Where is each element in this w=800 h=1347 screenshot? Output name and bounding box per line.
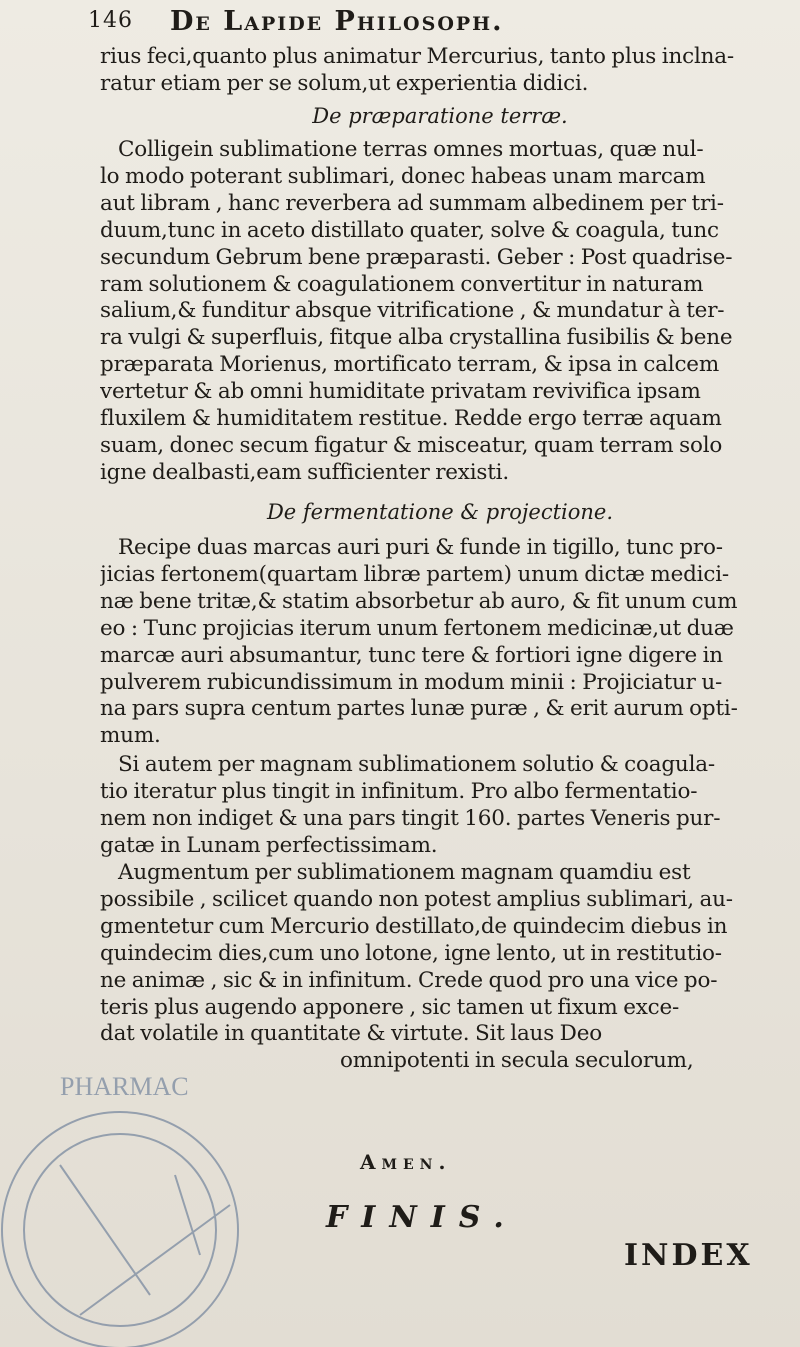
amen-closing: Amen. — [360, 1150, 452, 1174]
text-line: fluxilem & humiditatem restitue. Redde ergo terræ aquam — [100, 406, 722, 432]
text-line: gatæ in Lunam perfectissimam. — [100, 832, 438, 858]
text-line: Si autem per magnam sublimationem solutio & coagula- — [118, 752, 715, 777]
paragraph-continuation — [100, 44, 780, 98]
text-line: lo modo poterant sublimari, donec habeas unam marcam — [100, 163, 706, 189]
running-title: De Lapide Philosoph. — [170, 6, 504, 37]
text-line: suam, donec secum figatur & misceatur, quam terram solo — [100, 432, 723, 458]
text-line: na pars supra centum partes lunæ puræ , & erit aurum opti- — [100, 696, 738, 722]
stamp-text: PHARMAC — [60, 1072, 189, 1101]
text-line: dat volatile in quantitate & virtute. Sit laus Deo — [100, 1021, 602, 1047]
text-line: jicias fertonem(quartam libræ partem) unum dictæ medici- — [100, 561, 729, 587]
finis-label: FINIS. — [326, 1200, 518, 1235]
text-line: ram solutionem & coagulationem convertitur in naturam — [100, 271, 704, 297]
text-line: gmentetur cum Mercurio destillato,de quindecim diebus in — [100, 913, 728, 939]
running-header — [88, 6, 788, 40]
paragraph-praeparatione-terrae — [100, 137, 780, 487]
text-line: quindecim dies,cum uno lotone, igne lento, ut in restitutio- — [100, 940, 722, 966]
text-line: ratur etiam per se solum,ut experientia didici. — [100, 70, 589, 96]
text-line: rius feci,quanto plus animatur Mercurius, tanto plus inclna- — [100, 44, 734, 69]
text-line: næ bene tritæ,& statim absorbetur ab auro, & fit unum cum — [100, 588, 738, 614]
text-line: mum. — [100, 723, 161, 749]
index-catchword: INDEX — [624, 1238, 753, 1273]
paragraph-augmentum — [100, 860, 780, 1075]
text-line: igne dealbasti,eam sufficienter rexisti. — [100, 459, 509, 485]
text-line: tio iteratur plus tingit in infinitum. Pro albo fermentatio- — [100, 778, 698, 804]
paragraph-si-autem — [100, 752, 780, 860]
text-line: Augmentum per sublimationem magnam quamdiu est — [118, 860, 691, 885]
text-line: vertetur & ab omni humiditate privatam revivifica ipsam — [100, 379, 701, 405]
text-line: ne animæ , sic & in infinitum. Crede quod pro una vice po- — [100, 967, 718, 993]
section-title-terrae: De præparatione terræ. — [312, 104, 568, 128]
text-line: pulverem rubicundissimum in modum minii : Projiciatur u- — [100, 669, 723, 695]
text-line: omnipotenti in secula seculorum, — [340, 1048, 694, 1074]
text-line: marcæ auri absumantur, tunc tere & fortiori igne digere in — [100, 642, 723, 668]
text-line: salium,& funditur absque vitrificatione , & mundatur à ter- — [100, 298, 725, 324]
text-line: Recipe duas marcas auri puri & funde in tigillo, tunc pro- — [118, 535, 723, 560]
text-line: duum,tunc in aceto distillato quater, solve & coagula, tunc — [100, 217, 719, 243]
text-line: Colligein sublimatione terras omnes mortuas, quæ nul- — [118, 137, 704, 162]
text-line: præparata Morienus, mortificato terram, & ipsa in calcem — [100, 352, 720, 378]
page-number: 146 — [88, 8, 133, 33]
text-line: possibile , scilicet quando non potest amplius sublimari, au- — [100, 886, 733, 912]
text-line: nem non indiget & una pars tingit 160. partes Veneris pur- — [100, 805, 721, 831]
text-line: aut libram , hanc reverbera ad summam albedinem per tri- — [100, 190, 724, 216]
text-line: eo : Tunc projicias iterum unum fertonem medicinæ,ut duæ — [100, 615, 734, 641]
paragraph-fermentatione — [100, 535, 780, 750]
text-line: ra vulgi & superfluis, fitque alba crystallina fusibilis & bene — [100, 325, 733, 351]
text-line: teris plus augendo apponere , sic tamen ut fixum exce- — [100, 994, 680, 1020]
library-stamp-icon — [0, 1055, 320, 1347]
section-title-fermentatione: De fermentatione & projectione. — [266, 500, 614, 524]
text-line: secundum Gebrum bene præparasti. Geber : Post quadrise- — [100, 244, 733, 270]
